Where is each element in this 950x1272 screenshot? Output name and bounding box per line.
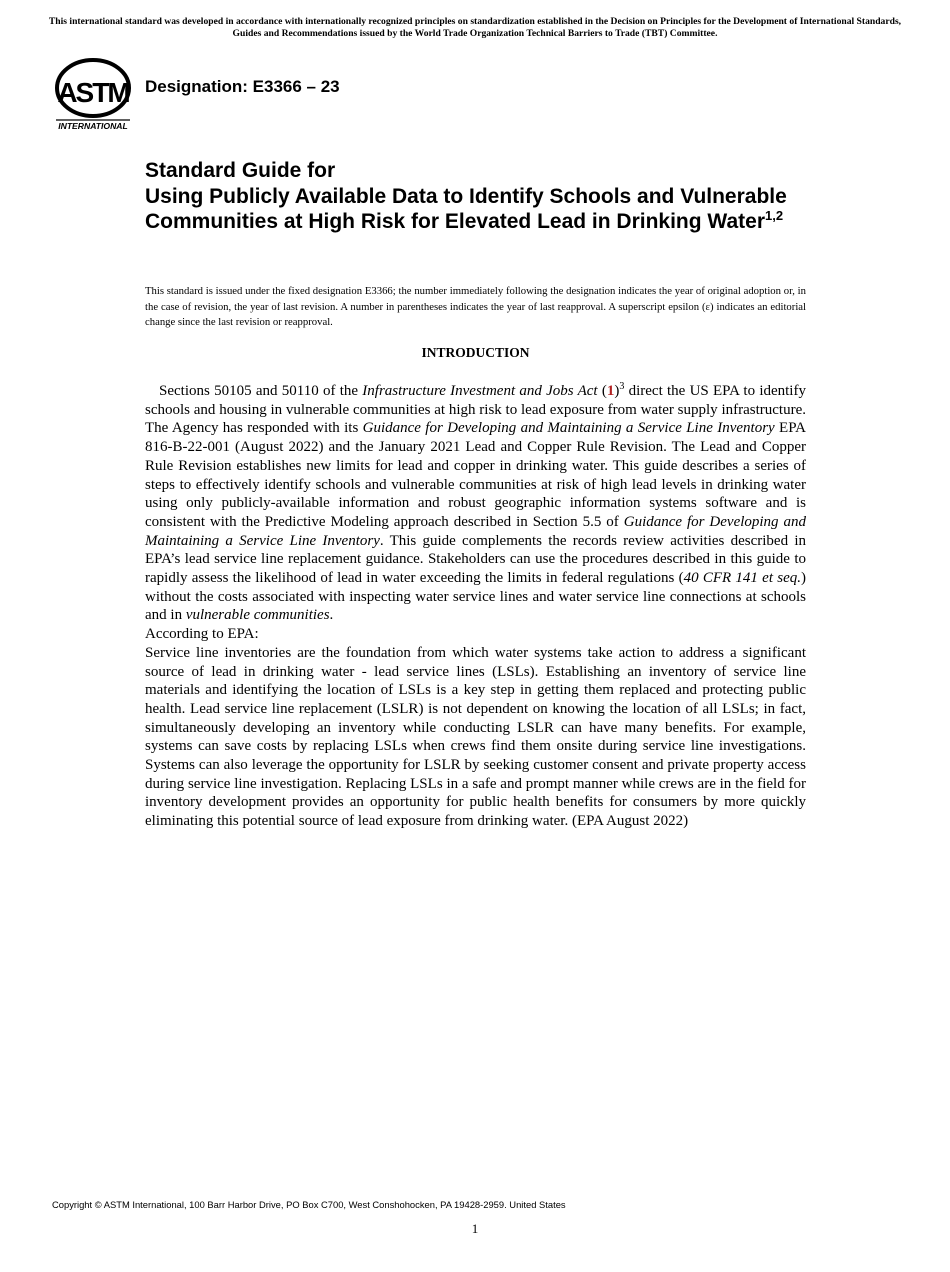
intro-paragraph-1: [145, 382, 806, 625]
issuance-note: This standard is issued under the fixed designation E3366; the number immediately following the designation indicates the year of original adoption or, in the case of revision, the year of last revision. A number in parentheses indicates the year of last reapproval. A superscript epsilon (ε) indicates an editorial change since the last revision or reapproval.: [145, 285, 806, 328]
copyright-notice: Copyright © ASTM International, 100 Barr Harbor Drive, PO Box C700, West Conshohocken, PA 19428-2959. United States: [52, 1199, 566, 1210]
logo-label: INTERNATIONAL: [58, 121, 128, 131]
intro-text: .: [329, 607, 334, 624]
reference-link[interactable]: 1: [606, 383, 615, 399]
designation: Designation: E3366 – 23: [145, 77, 340, 96]
title-line-1: Standard Guide for: [145, 159, 336, 182]
introduction-heading: INTRODUCTION: [421, 345, 530, 360]
intro-quote-paragraph: Service line inventories are the foundation from which water systems take action to address a significant source of lead in drinking water - lead service lines (LSLs). Establishing an inventory of service line materials and identifying the location of LSLs is a key step in getting them replaced and protecting public health. Lead service line replacement (LSLR) is not dependent on knowing the location of all LSLs; in fact, simultaneously developing an inventory while conducting LSLR can have many benefits. For example, systems can save costs by replacing LSLs when crews find them onsite during service line investigations. Systems can also leverage the opportunity for LSLR by seeking customer consent and private property access during service line investigation. Replacing LSLs in a safe and prompt manner while crews are in the field for inventory development provides an opportunity for public health benefits for consumers by more quickly eliminating this potential source of lead exposure from drinking water. (EPA August 2022): [145, 644, 806, 830]
document-title: [145, 158, 825, 235]
cfr-citation: 40 CFR 141 et seq.: [683, 570, 801, 587]
title-main: Using Publicly Available Data to Identify Schools and Vulnerable Communities at High Risk for Elevated Lead in Drinking Water: [145, 184, 787, 233]
intro-text: ) without the costs associated with inspecting water service lines and water service line connections at schools and in: [145, 570, 806, 624]
intro-text: direct the US EPA to identify schools and housing in vulnerable communities at high risk to lead exposure from water supply infrastructure. The Agency has responded with its: [145, 383, 806, 437]
intro-paragraph-2: According to EPA:: [145, 626, 259, 643]
ref-bracket: (: [597, 383, 607, 399]
astm-logo: [52, 58, 134, 132]
page-number: 1: [471, 1221, 479, 1236]
vulnerable-communities-term: vulnerable communities: [185, 607, 330, 624]
header-notice: This international standard was developed in accordance with internationally recognized principles on standardization established in the Decision on Principles for the Development of International Standards, Guides and Recommendations issued by the World Trade Organization Technical Barriers to Trade (TBT) Committee.: [48, 16, 902, 39]
intro-text: . This guide complements the records review activities described in EPA’s lead service line replacement guidance. Stakeholders can use the procedures described in this guide to rapidly assess the likelihood of lead in water exceeding the limits in federal regulations (: [145, 532, 806, 587]
intro-text: EPA 816-B-22-001 (August 2022) and the January 2021 Lead and Copper Rule Revision. The Lead and Copper Rule Revision establishes new limits for lead and copper in drinking water. This guide describes a series of steps to effectively identify schools and vulnerable communities at risk of high lead levels in drinking water using only publicly-available information and robust geographic information systems software and is consistent with the Predictive Modeling approach described in Section 5.5 of: [145, 420, 806, 530]
intro-text: Sections 50105 and 50110 of the: [159, 383, 363, 399]
title-footnote-refs: 1,2: [765, 208, 784, 223]
logo-mark-text: ASTM: [57, 77, 129, 108]
footnote-ref: 3: [619, 381, 625, 392]
introduction-body: [145, 382, 806, 831]
guidance-title: Guidance for Developing and Maintaining a Service Line Inventory: [145, 513, 806, 549]
guidance-title: Guidance for Developing and Maintaining a Service Line Inventory: [362, 420, 775, 437]
ref-bracket: ): [614, 383, 620, 399]
act-title: Infrastructure Investment and Jobs Act: [362, 383, 598, 399]
title-line-2: [145, 184, 825, 235]
